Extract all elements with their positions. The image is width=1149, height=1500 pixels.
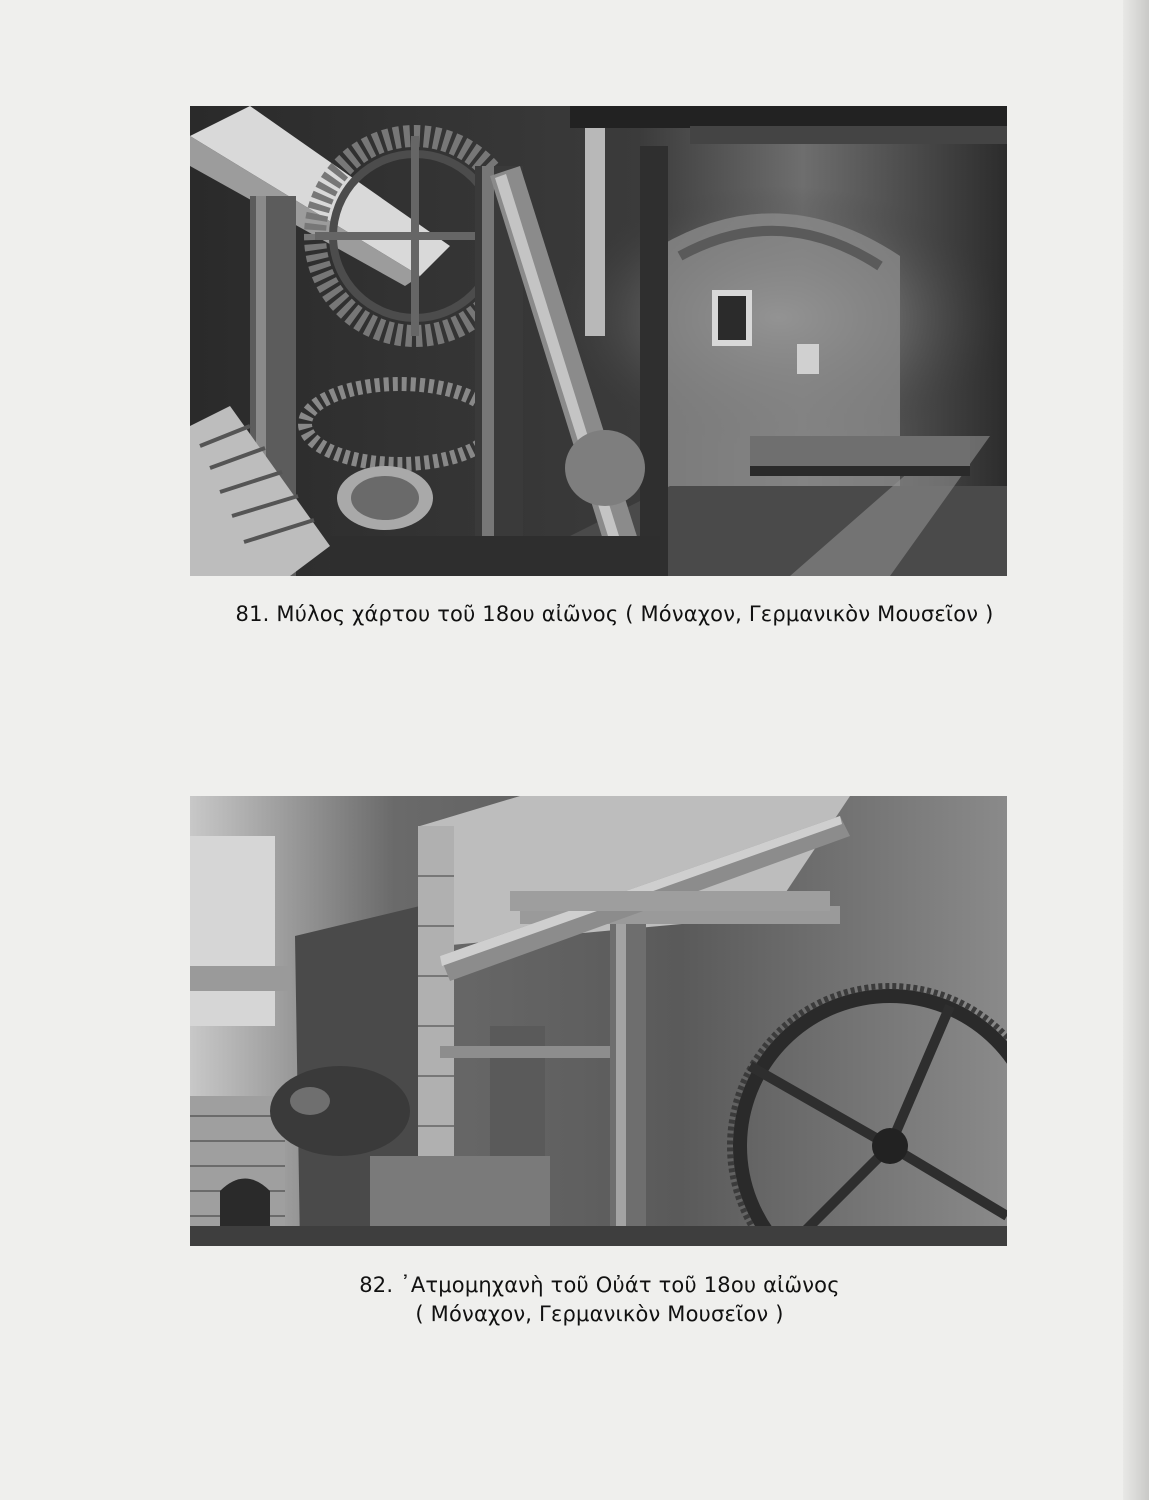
figure-82-title: ᾿Ατμομηχανὴ τοῦ Οὐάτ τοῦ 18ου αἰῶνος — [400, 1273, 840, 1297]
steam-engine-image — [190, 796, 1007, 1246]
figure-81-caption — [40, 600, 1149, 629]
figure-81-text: Μύλος χάρτου τοῦ 18ου αἰῶνος ( Μόναχον, Γερμανικὸν Μουσεῖον ) — [276, 602, 994, 626]
figure-82-line-2: ( Μόναχον, Γερμανικὸν Μουσεῖον ) — [415, 1302, 784, 1326]
steam-engine-photo — [190, 796, 1007, 1246]
figure-82-caption — [25, 1271, 1149, 1329]
paper-mill-image — [190, 106, 1007, 576]
figure-81-number: 81. — [235, 602, 270, 626]
figure-82-line-1 — [25, 1271, 1149, 1300]
paper-mill-photo — [190, 106, 1007, 576]
figure-82-number: 82. — [359, 1273, 394, 1297]
